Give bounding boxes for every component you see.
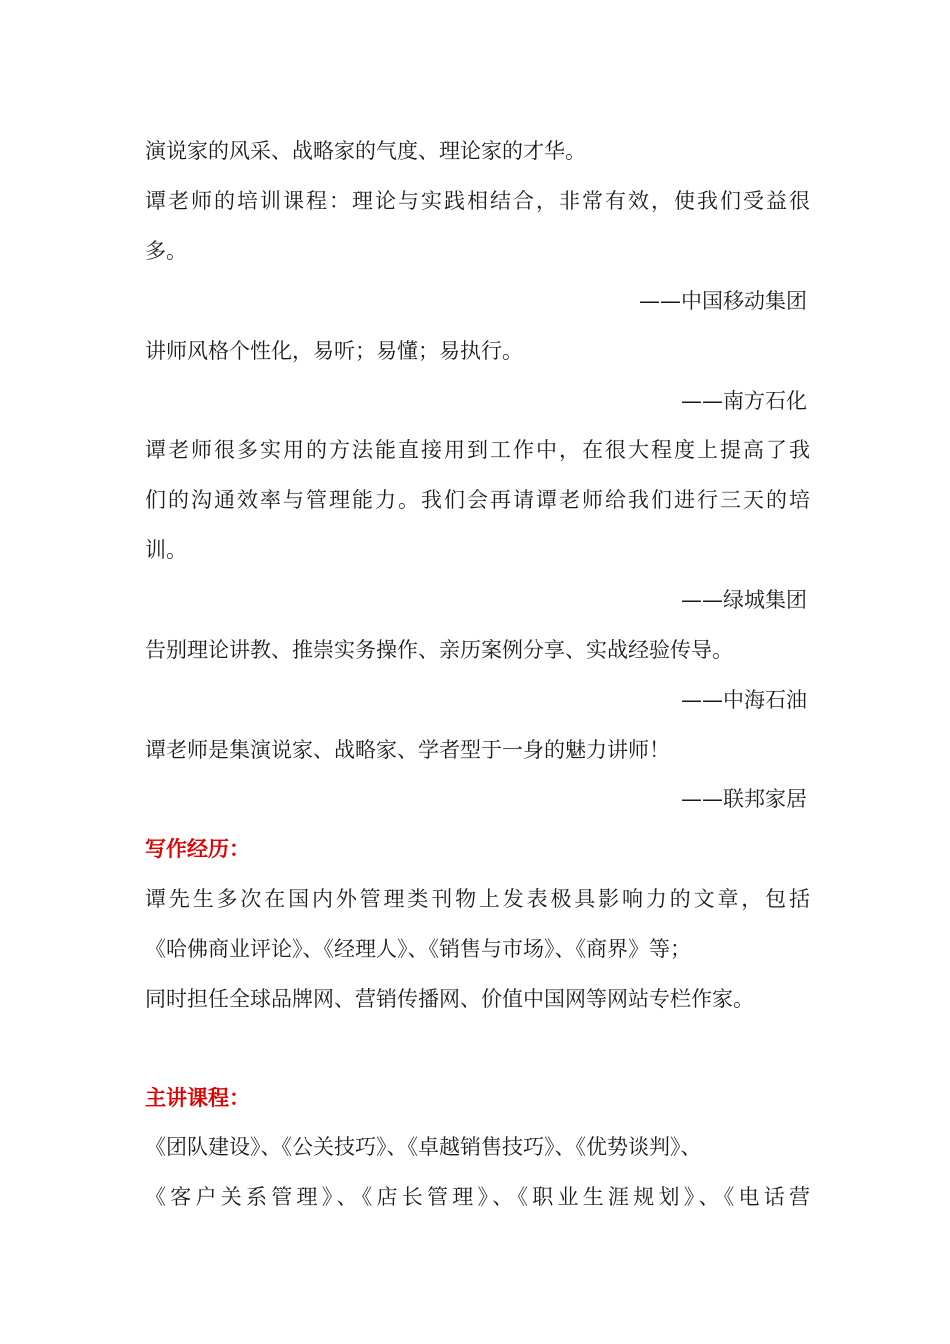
testimonial-3-line-1: 谭老师很多实用的方法能直接用到工作中，在很大程度上提高了我 xyxy=(145,438,810,462)
writing-line-2: 《哈佛商业评论》、《经理人》、《销售与市场》、《商界》等； xyxy=(145,937,691,961)
writing-line-3: 同时担任全球品牌网、营销传播网、价值中国网等网站专栏作家。 xyxy=(145,987,754,1011)
testimonial-3-line-2: 们的沟通效率与管理能力。我们会再请谭老师给我们进行三天的培 xyxy=(145,488,810,512)
testimonial-5-line-1: 谭老师是集演说家、战略家、学者型于一身的魅力讲师！ xyxy=(145,738,670,762)
writing-heading: 写作经历： xyxy=(145,837,250,861)
writing-line-1: 谭先生多次在国内外管理类刊物上发表极具影响力的文章，包括 xyxy=(145,887,810,911)
testimonial-3-line-3: 训。 xyxy=(145,538,187,562)
testimonial-4-line-1: 告别理论讲教、推崇实务操作、亲历案例分享、实战经验传导。 xyxy=(145,638,733,662)
courses-line-2: 《客户关系管理》、《店长管理》、《职业生涯规划》、《电话营 xyxy=(145,1185,810,1209)
testimonial-4-source: ——中海石油 xyxy=(681,688,807,712)
testimonial-1-line-2: 多。 xyxy=(145,239,187,263)
courses-heading: 主讲课程： xyxy=(145,1086,250,1110)
testimonial-1-source: ——中国移动集团 xyxy=(639,289,807,313)
testimonial-5-source: ——联邦家居 xyxy=(681,787,807,811)
testimonial-2-source: ——南方石化 xyxy=(681,389,807,413)
intro-text: 演说家的风采、战略家的气度、理论家的才华。 xyxy=(145,139,586,163)
courses-line-1: 《团队建设》、《公关技巧》、《卓越销售技巧》、《优势谈判》、 xyxy=(145,1135,702,1159)
testimonial-1-line-1: 谭老师的培训课程：理论与实践相结合，非常有效，使我们受益很 xyxy=(145,189,810,213)
testimonial-3-source: ——绿城集团 xyxy=(681,588,807,612)
testimonial-2-line-1: 讲师风格个性化，易听；易懂；易执行。 xyxy=(145,339,523,363)
